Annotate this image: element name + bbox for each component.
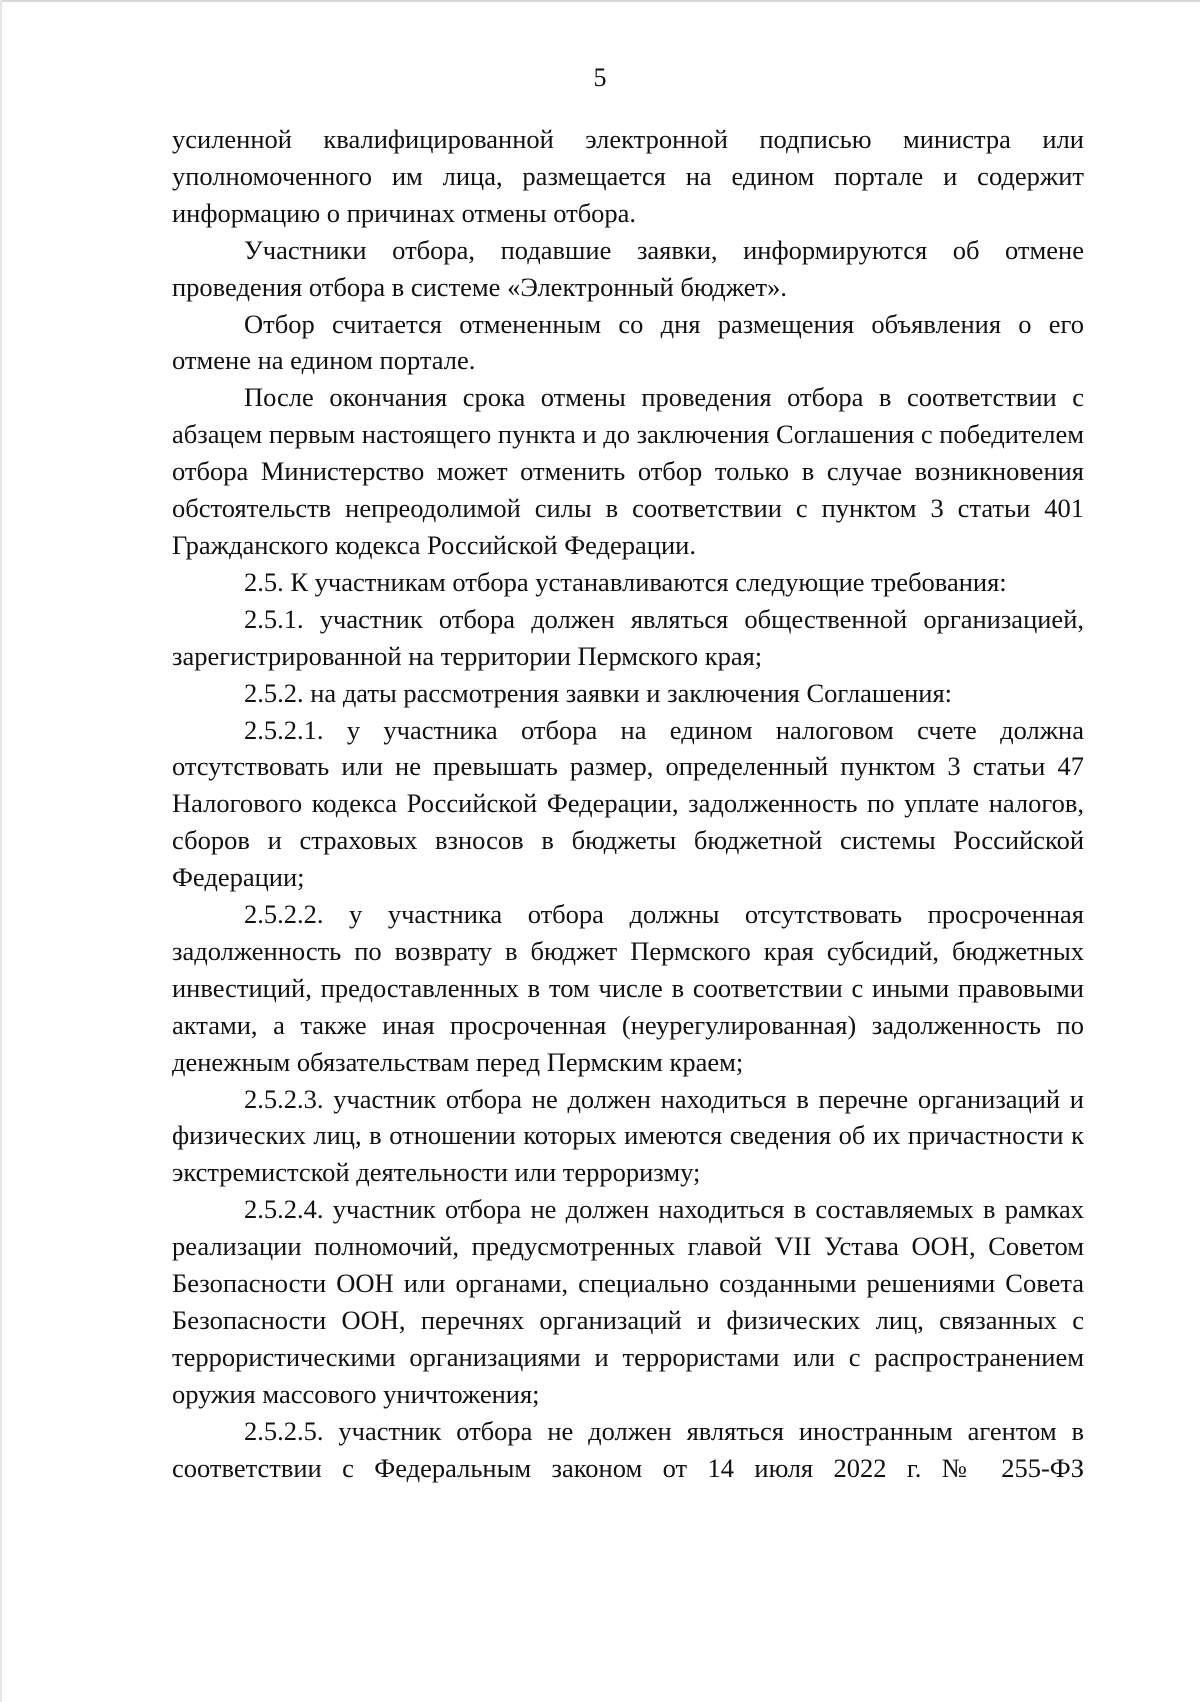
paragraph: 2.5.2.3. участник отбора не должен находиться в перечне организаций и физических лиц, в отношении которых имеются сведения об их причастности к экстремистской деятельности или терроризму; xyxy=(172,1083,1084,1188)
paragraph: усиленной квалифицированной электронной подписью министра или уполномоченного им лица, размещается на едином портале и содержит информацию о причинах отмены отбора. xyxy=(172,124,1084,228)
paragraph: 2.5. К участникам отбора устанавливаются следующие требования: xyxy=(244,566,1007,597)
paragraph: 2.5.1. участник отбора должен являться общественной организацией, зарегистрированной на территории Пермского края; xyxy=(172,603,1084,671)
paragraph: 2.5.2. на даты рассмотрения заявки и заключения Соглашения: xyxy=(244,677,953,708)
paragraph: Участники отбора, подавшие заявки, информируются об отмене проведения отбора в системе «Электронный бюджет». xyxy=(172,234,1084,302)
paragraph: 2.5.2.1. у участника отбора на едином налоговом счете должна отсутствовать или не превышать размер, определенный пунктом 3 статьи 47 Налогового кодекса Российской Федерации, задолженность по уплате налогов, сборов и страховых взносов в бюджеты бюджетной системы Российской Федерации; xyxy=(172,714,1084,893)
paragraph: 2.5.2.4. участник отбора не должен находиться в составляемых в рамках реализации полномочий, предусмотренных главой VII Устава ООН, Советом Безопасности ООН или органами, специально созданными решениями Совета Безопасности ООН, перечнях организаций и физических лиц, связанных с террористическими организациями и террористами или с распространением оружия массового уничтожения; xyxy=(172,1194,1084,1409)
paragraph: После окончания срока отмены проведения отбора в соответствии с абзацем первым настоящего пункта и до заключения Соглашения с победителем отбора Министерство может отменить отбор только в случае возникновения обстоятельств непреодолимой силы в соответствии с пунктом 3 статьи 401 Гражданского кодекса Российской Федерации. xyxy=(172,382,1084,560)
paragraph: 2.5.2.2. у участника отбора должны отсутствовать просроченная задолженность по возврату в бюджет Пермского края субсидий, бюджетных инвестиций, предоставленных в том числе в соответствии с иными правовыми актами, а также иная просроченная (неурегулированная) задолженность по денежным обязательствам перед Пермским краем; xyxy=(172,899,1084,1077)
document-body xyxy=(172,121,1084,1487)
scan-left-edge xyxy=(0,0,2,1702)
paragraph: Отбор считается отмененным со дня размещения объявления о его отмене на едином портале. xyxy=(172,308,1084,376)
paragraph: 2.5.2.5. участник отбора не должен являться иностранным агентом в соответствии с Федеральным законом от 14 июля 2022 г. № 255-ФЗ xyxy=(172,1415,1084,1483)
scan-top-edge xyxy=(0,0,1200,2)
page-number: 5 xyxy=(593,63,607,92)
